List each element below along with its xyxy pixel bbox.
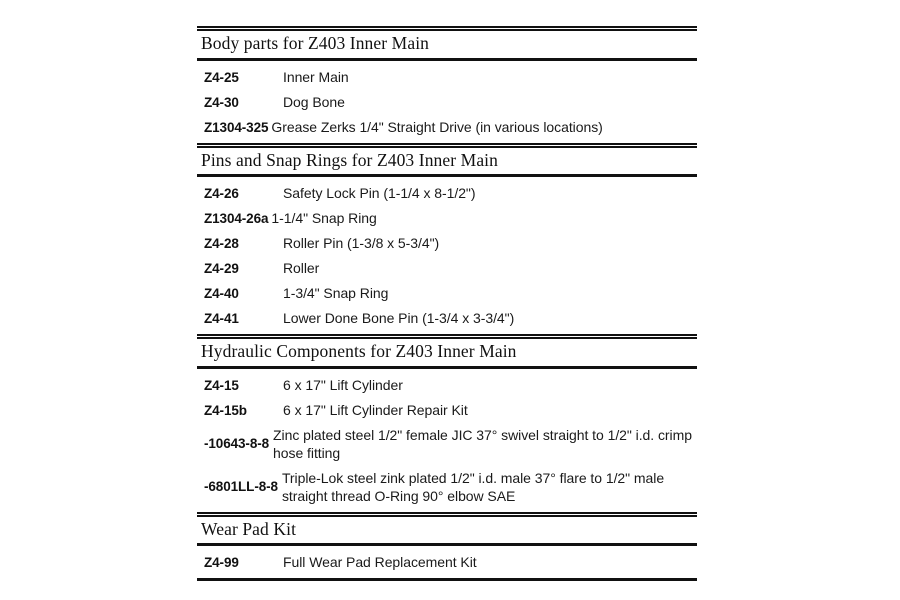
section-heading: Hydraulic Components for Z403 Inner Main xyxy=(201,341,517,361)
part-description: Lower Done Bone Pin (1-3/4 x 3-3/4") xyxy=(283,310,515,326)
part-number: Z4-29 xyxy=(204,261,239,276)
section-heading: Wear Pad Kit xyxy=(201,518,297,539)
part-number: Z4-99 xyxy=(204,555,239,570)
part-number: Z4-28 xyxy=(204,236,239,251)
part-row xyxy=(197,550,697,575)
part-description: 1-3/4" Snap Ring xyxy=(283,285,389,301)
section-heading: Body parts for Z403 Inner Main xyxy=(201,33,430,53)
part-number: Z4-26 xyxy=(204,186,239,201)
part-description: Dog Bone xyxy=(283,93,345,110)
part-description: Triple-Lok steel zink plated 1/2" i.d. male 37° flare to 1/2" male straight thread O-Ring 90° elbow SAE xyxy=(281,469,665,504)
part-row xyxy=(197,115,697,140)
part-description: Inner Main xyxy=(283,68,349,85)
part-row xyxy=(197,373,697,398)
part-row xyxy=(197,65,697,90)
part-row xyxy=(197,231,697,256)
part-row xyxy=(197,466,697,509)
parts-rows xyxy=(197,369,697,512)
part-description: Roller xyxy=(283,260,320,276)
part-row xyxy=(197,306,697,331)
parts-rows xyxy=(197,61,697,143)
part-description: 1-1/4" Snap Ring xyxy=(271,210,377,226)
part-description: Safety Lock Pin (1-1/4 x 8-1/2") xyxy=(283,185,476,201)
part-number: Z4-15b xyxy=(204,402,247,418)
parts-section xyxy=(197,334,697,512)
part-number: -10643-8-8 xyxy=(204,436,270,451)
part-description: Roller Pin (1-3/8 x 5-3/4") xyxy=(283,235,440,251)
part-number: Z4-25 xyxy=(204,69,239,85)
parts-rows xyxy=(197,546,697,578)
parts-section xyxy=(197,512,697,582)
part-description: Full Wear Pad Replacement Kit xyxy=(283,554,477,570)
part-number: -6801LL-8-8 xyxy=(204,479,278,494)
part-description: 6 x 17" Lift Cylinder Repair Kit xyxy=(283,401,468,418)
document-bottom-rule xyxy=(197,578,697,581)
part-row xyxy=(197,398,697,423)
part-number: Z4-41 xyxy=(204,311,239,326)
part-row xyxy=(197,256,697,281)
part-number: Z4-30 xyxy=(204,94,239,110)
part-row xyxy=(197,281,697,306)
part-row xyxy=(197,90,697,115)
part-description: Zinc plated steel 1/2" female JIC 37° swivel straight to 1/2" i.d. crimp hose fitting xyxy=(273,426,692,461)
parts-rows xyxy=(197,177,697,334)
parts-section xyxy=(197,26,697,143)
part-description: Grease Zerks 1/4" Straight Drive (in various locations) xyxy=(271,118,603,135)
part-row xyxy=(197,423,697,466)
section-heading: Pins and Snap Rings for Z403 Inner Main xyxy=(201,149,498,170)
parts-list-document xyxy=(197,26,697,581)
parts-section xyxy=(197,143,697,335)
part-number: Z4-40 xyxy=(204,286,239,301)
part-row xyxy=(197,206,697,231)
part-row xyxy=(197,181,697,206)
part-description: 6 x 17" Lift Cylinder xyxy=(283,376,403,393)
part-number: Z1304-26a xyxy=(204,211,269,226)
part-number: Z1304-325 xyxy=(204,119,269,135)
part-number: Z4-15 xyxy=(204,377,239,393)
